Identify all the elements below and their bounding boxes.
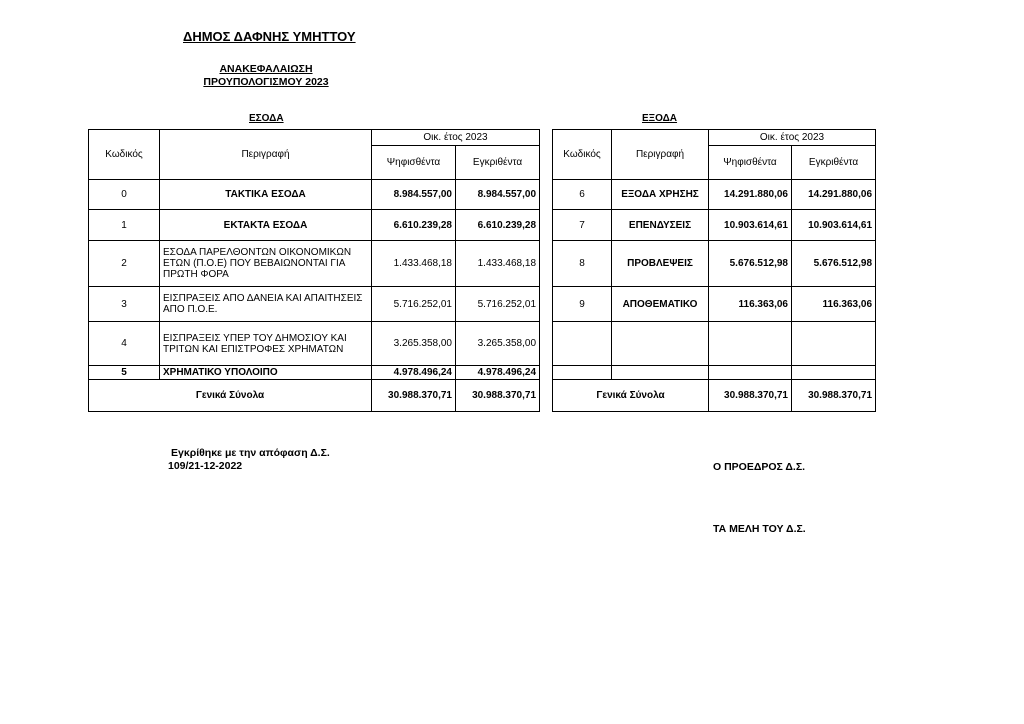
table-row xyxy=(89,180,540,210)
income-section-label: ΕΣΟΔΑ xyxy=(249,113,284,124)
table-row xyxy=(553,241,876,287)
table-row xyxy=(553,210,876,241)
president-signature-label: Ο ΠΡΟΕΔΡΟΣ Δ.Σ. xyxy=(713,461,806,473)
row-approved: 5.676.512,98 xyxy=(792,241,876,287)
row-approved: 3.265.358,00 xyxy=(456,322,540,366)
income-col-code: Κωδικός xyxy=(89,130,160,180)
row-code: 5 xyxy=(89,366,160,380)
document-title-line1: ΑΝΑΚΕΦΑΛΑΙΩΣΗ xyxy=(219,63,313,75)
row-approved: 4.978.496,24 xyxy=(456,366,540,380)
table-row xyxy=(553,180,876,210)
row-code: 1 xyxy=(89,210,160,241)
row-description: ΤΑΚΤΙΚΑ ΕΣΟΔΑ xyxy=(160,180,372,210)
row-description: ΕΚΤΑΚΤΑ ΕΣΟΔΑ xyxy=(160,210,372,241)
totals-row xyxy=(89,380,540,412)
totals-label: Γενικά Σύνολα xyxy=(553,380,709,412)
row-code: 7 xyxy=(553,210,612,241)
row-voted: 116.363,06 xyxy=(709,287,792,322)
row-approved: 10.903.614,61 xyxy=(792,210,876,241)
row-description: ΕΣΟΔΑ ΠΑΡΕΛΘΟΝΤΩΝ ΟΙΚΟΝΟΜΙΚΩΝ ΕΤΩΝ (Π.Ο.Ε) ΠΟΥ ΒΕΒΑΙΩΝΟΝΤΑΙ ΓΙΑ ΠΡΩΤΗ ΦΟΡΑ xyxy=(160,241,372,287)
table-row xyxy=(89,366,540,380)
document-title-line2: ΠΡΟΥΠΟΛΟΓΙΣΜΟΥ 2023 xyxy=(203,76,329,88)
expenses-col-voted: Ψηφισθέντα xyxy=(709,146,792,180)
expenses-table xyxy=(552,129,876,412)
row-approved: 5.716.252,01 xyxy=(456,287,540,322)
row-voted: 8.984.557,00 xyxy=(372,180,456,210)
row-voted: 5.716.252,01 xyxy=(372,287,456,322)
row-approved: 1.433.468,18 xyxy=(456,241,540,287)
row-code: 0 xyxy=(89,180,160,210)
approval-line1: Εγκρίθηκε με την απόφαση Δ.Σ. xyxy=(171,447,330,459)
row-voted: 6.610.239,28 xyxy=(372,210,456,241)
members-signature-label: ΤΑ ΜΕΛΗ ΤΟΥ Δ.Σ. xyxy=(713,523,806,535)
row-description: ΕΙΣΠΡΑΞΕΙΣ ΥΠΕΡ ΤΟΥ ΔΗΜΟΣΙΟΥ ΚΑΙ ΤΡΙΤΩΝ ΚΑΙ ΕΠΙΣΤΡΟΦΕΣ ΧΡΗΜΑΤΩΝ xyxy=(160,322,372,366)
approval-decision-number: 109/21-12-2022 xyxy=(168,460,243,472)
row-description: ΠΡΟΒΛΕΨΕΙΣ xyxy=(612,241,709,287)
table-row xyxy=(89,322,540,366)
empty-row xyxy=(553,366,876,380)
row-code: 8 xyxy=(553,241,612,287)
row-description: ΕΙΣΠΡΑΞΕΙΣ ΑΠΟ ΔΑΝΕΙΑ ΚΑΙ ΑΠΑΙΤΗΣΕΙΣ ΑΠΟ Π.Ο.Ε. xyxy=(160,287,372,322)
row-voted: 5.676.512,98 xyxy=(709,241,792,287)
row-description: ΕΠΕΝΔΥΣΕΙΣ xyxy=(612,210,709,241)
expenses-section-label: ΕΞΟΔΑ xyxy=(642,113,678,124)
table-row xyxy=(89,210,540,241)
totals-label: Γενικά Σύνολα xyxy=(89,380,372,412)
row-voted: 1.433.468,18 xyxy=(372,241,456,287)
table-row xyxy=(89,287,540,322)
income-col-year: Οικ. έτος 2023 xyxy=(372,130,540,146)
row-code: 4 xyxy=(89,322,160,366)
totals-row xyxy=(553,380,876,412)
row-code: 2 xyxy=(89,241,160,287)
income-col-voted: Ψηφισθέντα xyxy=(372,146,456,180)
row-code: 6 xyxy=(553,180,612,210)
expenses-col-description: Περιγραφή xyxy=(612,130,709,180)
income-col-approved: Εγκριθέντα xyxy=(456,146,540,180)
income-table xyxy=(88,129,540,412)
empty-row xyxy=(553,322,876,366)
totals-approved: 30.988.370,71 xyxy=(456,380,540,412)
document-title xyxy=(196,63,336,89)
totals-voted: 30.988.370,71 xyxy=(709,380,792,412)
totals-approved: 30.988.370,71 xyxy=(792,380,876,412)
approval-note xyxy=(168,447,330,473)
row-voted: 3.265.358,00 xyxy=(372,322,456,366)
row-voted: 10.903.614,61 xyxy=(709,210,792,241)
row-voted: 14.291.880,06 xyxy=(709,180,792,210)
row-approved: 14.291.880,06 xyxy=(792,180,876,210)
row-description: ΕΞΟΔΑ ΧΡΗΣΗΣ xyxy=(612,180,709,210)
row-description: ΧΡΗΜΑΤΙΚΟ ΥΠΟΛΟΙΠΟ xyxy=(160,366,372,380)
row-approved: 116.363,06 xyxy=(792,287,876,322)
row-code: 3 xyxy=(89,287,160,322)
expenses-col-code: Κωδικός xyxy=(553,130,612,180)
income-col-description: Περιγραφή xyxy=(160,130,372,180)
row-voted: 4.978.496,24 xyxy=(372,366,456,380)
municipality-title: ΔΗΜΟΣ ΔΑΦΝΗΣ ΥΜΗΤΤΟΥ xyxy=(183,29,356,44)
table-row xyxy=(553,287,876,322)
row-description: ΑΠΟΘΕΜΑΤΙΚΟ xyxy=(612,287,709,322)
row-approved: 6.610.239,28 xyxy=(456,210,540,241)
totals-voted: 30.988.370,71 xyxy=(372,380,456,412)
row-approved: 8.984.557,00 xyxy=(456,180,540,210)
expenses-col-year: Οικ. έτος 2023 xyxy=(709,130,876,146)
expenses-col-approved: Εγκριθέντα xyxy=(792,146,876,180)
row-code: 9 xyxy=(553,287,612,322)
table-row xyxy=(89,241,540,287)
